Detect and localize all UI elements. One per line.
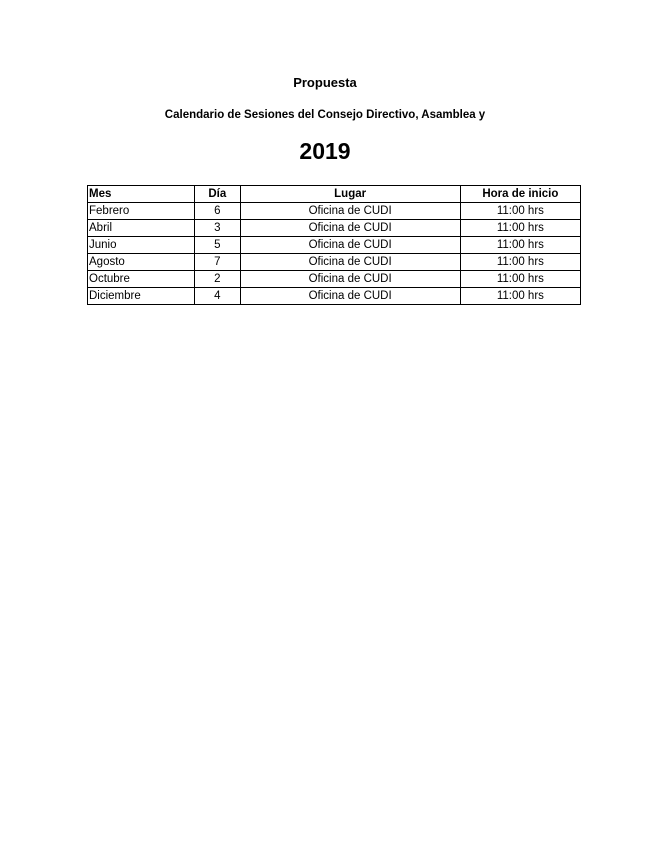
document-heading: Propuesta xyxy=(293,75,357,90)
sessions-table xyxy=(87,185,581,305)
table-header-row xyxy=(88,186,581,203)
cell-mes: Febrero xyxy=(88,203,195,220)
cell-dia: 2 xyxy=(195,271,240,288)
cell-mes: Abril xyxy=(88,220,195,237)
cell-mes: Agosto xyxy=(88,254,195,271)
cell-hora: 11:00 hrs xyxy=(460,271,580,288)
document-subheading: Calendario de Sesiones del Consejo Directivo, Asamblea y xyxy=(164,109,486,121)
column-header-lugar: Lugar xyxy=(240,186,460,203)
cell-lugar: Oficina de CUDI xyxy=(240,203,460,220)
document-year: 2019 xyxy=(299,138,351,164)
cell-lugar: Oficina de CUDI xyxy=(240,237,460,254)
cell-mes: Diciembre xyxy=(88,288,195,305)
cell-lugar: Oficina de CUDI xyxy=(240,288,460,305)
cell-hora: 11:00 hrs xyxy=(460,220,580,237)
cell-hora: 11:00 hrs xyxy=(460,254,580,271)
cell-lugar: Oficina de CUDI xyxy=(240,271,460,288)
column-header-dia: Día xyxy=(195,186,240,203)
table-row xyxy=(88,271,581,288)
table-row xyxy=(88,254,581,271)
cell-lugar: Oficina de CUDI xyxy=(240,220,460,237)
cell-hora: 11:00 hrs xyxy=(460,203,580,220)
cell-dia: 7 xyxy=(195,254,240,271)
cell-hora: 11:00 hrs xyxy=(460,237,580,254)
column-header-hora: Hora de inicio xyxy=(460,186,580,203)
cell-mes: Octubre xyxy=(88,271,195,288)
table-row xyxy=(88,237,581,254)
cell-mes: Junio xyxy=(88,237,195,254)
cell-lugar: Oficina de CUDI xyxy=(240,254,460,271)
table-row xyxy=(88,220,581,237)
cell-dia: 5 xyxy=(195,237,240,254)
table-row xyxy=(88,288,581,305)
cell-dia: 3 xyxy=(195,220,240,237)
cell-dia: 4 xyxy=(195,288,240,305)
column-header-mes: Mes xyxy=(88,186,195,203)
table-row xyxy=(88,203,581,220)
cell-dia: 6 xyxy=(195,203,240,220)
cell-hora: 11:00 hrs xyxy=(460,288,580,305)
